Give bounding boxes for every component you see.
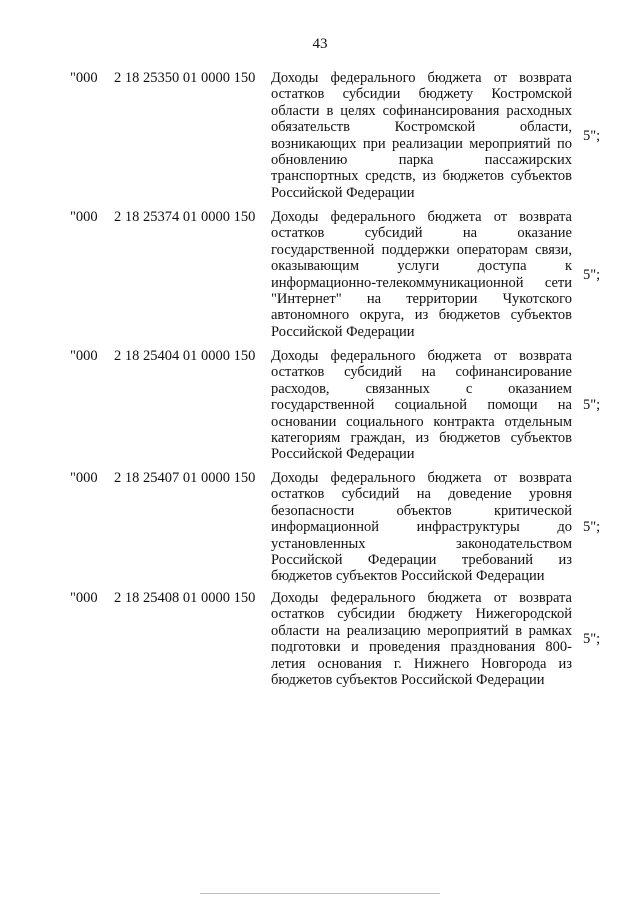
- description-line: информационной инфраструктуры до: [271, 519, 572, 536]
- description-line: обновлению парка пассажирских: [271, 152, 572, 169]
- rate-value: 5";: [583, 397, 601, 413]
- description-line: категориям граждан, из бюджетов субъектов: [271, 430, 572, 447]
- description-line: летия основания г. Нижнего Новгорода из: [271, 655, 572, 672]
- description-line: бюджетов субъектов Российской Федерации: [271, 568, 545, 585]
- scan-edge-line: [200, 893, 440, 894]
- admin-code: "000: [70, 348, 98, 364]
- budget-classification-code: 2 18 25350 01 0000 150: [114, 70, 256, 86]
- description-line: транспортных средств, из бюджетов субъектов: [271, 168, 572, 185]
- description-line: остатков субсидии бюджету Костромской: [271, 86, 572, 103]
- description-line: установленных законодательством: [271, 535, 572, 552]
- description-line: "Интернет" на территории Чукотского: [271, 291, 572, 308]
- description-line: возникающих при реализации мероприятий по: [271, 135, 572, 152]
- rate-value: 5";: [583, 519, 601, 535]
- admin-code: "000: [70, 70, 98, 86]
- income-description: [271, 209, 572, 340]
- description-line: безопасности объектов критической: [271, 502, 572, 519]
- income-description: [271, 590, 572, 688]
- description-line: Доходы федерального бюджета от возврата: [271, 70, 572, 86]
- budget-classification-code: 2 18 25407 01 0000 150: [114, 470, 256, 486]
- admin-code: "000: [70, 470, 98, 486]
- description-line: подготовки и проведения празднования 800-: [271, 639, 572, 656]
- description-line: основании социального контракта отдельным: [271, 413, 572, 430]
- admin-code: "000: [70, 590, 98, 606]
- description-line: Российской Федерации: [271, 184, 415, 201]
- description-line: Доходы федерального бюджета от возврата: [271, 209, 572, 225]
- description-line: остатков субсидии бюджету Нижегородской: [271, 606, 572, 623]
- description-line: расходов, связанных с оказанием: [271, 380, 572, 397]
- admin-code: "000: [70, 209, 98, 225]
- description-line: автономного округа, из бюджетов субъектов: [271, 307, 572, 324]
- description-line: государственной социальной помощи на: [271, 397, 572, 414]
- budget-classification-code: 2 18 25404 01 0000 150: [114, 348, 256, 364]
- description-line: Доходы федерального бюджета от возврата: [271, 348, 572, 364]
- description-line: области в целях софинансирования расходных: [271, 102, 572, 119]
- description-line: Доходы федерального бюджета от возврата: [271, 590, 572, 606]
- rate-value: 5";: [583, 267, 601, 283]
- description-line: Доходы федерального бюджета от возврата: [271, 470, 572, 486]
- description-line: Российской Федерации требований из: [271, 552, 572, 569]
- description-line: информационно-телекоммуникационной сети: [271, 274, 572, 291]
- description-line: обязательств Костромской области,: [271, 119, 572, 136]
- page-number: 43: [312, 36, 328, 52]
- description-line: области на реализацию мероприятий в рамках: [271, 622, 572, 639]
- description-line: остатков субсидий на доведение уровня: [271, 486, 572, 503]
- description-line: оказывающим услуги доступа к: [271, 258, 572, 275]
- rate-value: 5";: [583, 128, 601, 144]
- description-line: остатков субсидий на оказание: [271, 225, 572, 242]
- description-line: остатков субсидий на софинансирование: [271, 364, 572, 381]
- income-description: [271, 470, 572, 585]
- description-line: Российской Федерации: [271, 446, 415, 463]
- income-description: [271, 70, 572, 201]
- budget-classification-code: 2 18 25408 01 0000 150: [114, 590, 256, 606]
- income-description: [271, 348, 572, 463]
- rate-value: 5";: [583, 631, 601, 647]
- description-line: Российской Федерации: [271, 323, 415, 340]
- description-line: бюджетов субъектов Российской Федерации: [271, 672, 545, 689]
- budget-classification-code: 2 18 25374 01 0000 150: [114, 209, 256, 225]
- description-line: государственной поддержки операторам связи,: [271, 241, 572, 258]
